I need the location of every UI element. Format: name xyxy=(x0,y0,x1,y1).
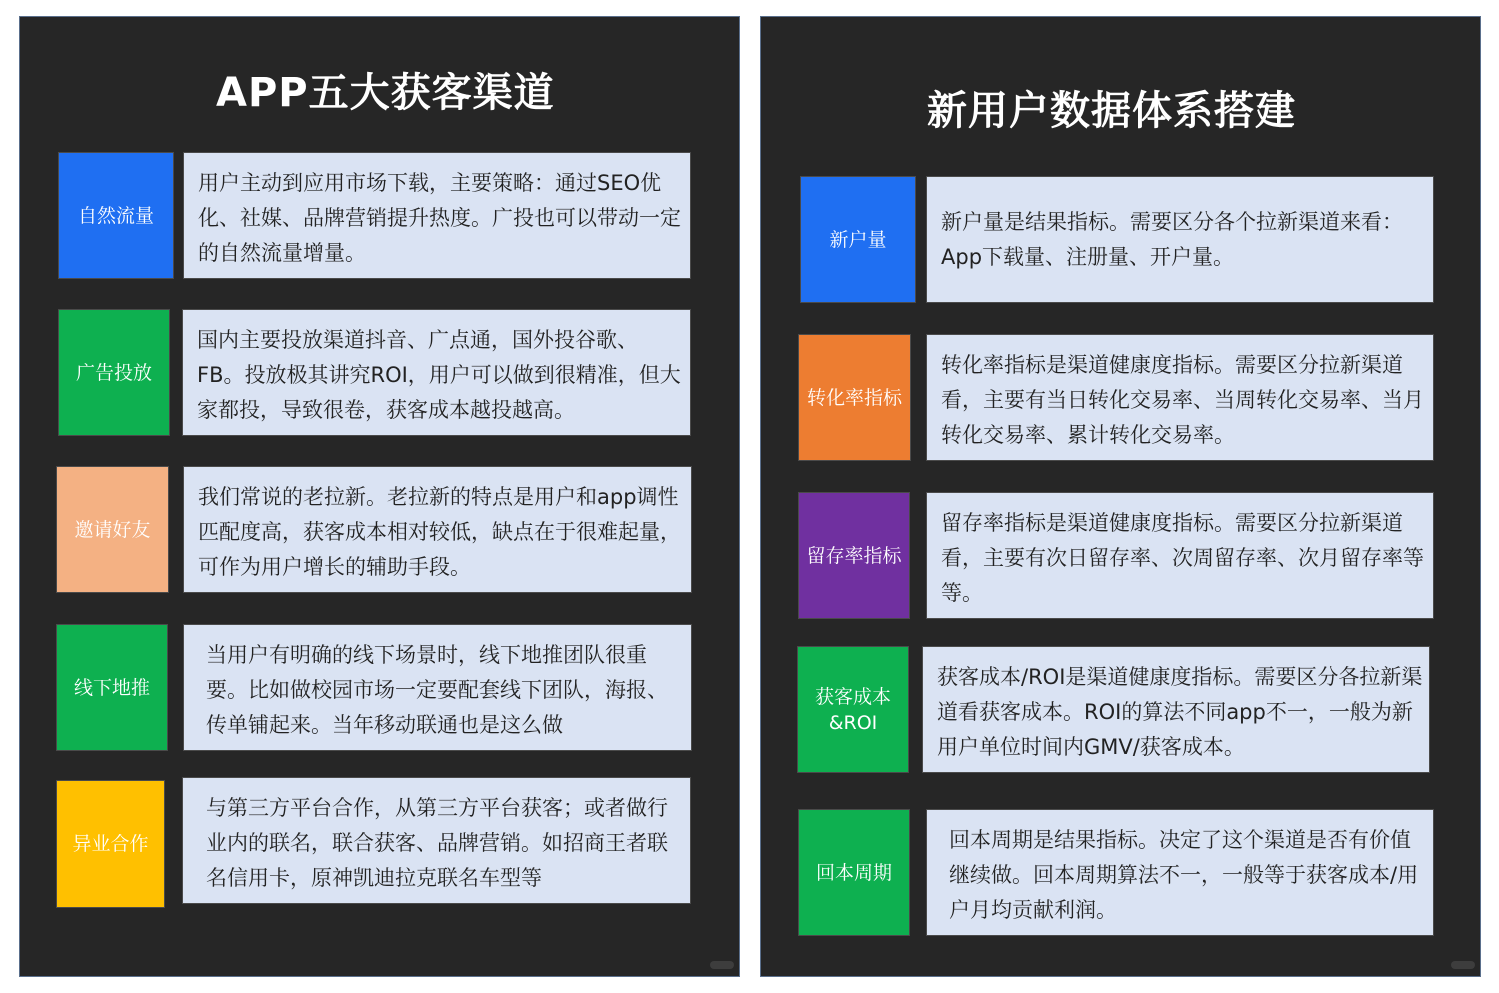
label-box-offline-promotion: 线下地推 xyxy=(56,624,168,751)
desc-box-conversion-rate: 转化率指标是渠道健康度指标。需要区分拉新渠道看，主要有当日转化交易率、当周转化交易率、当月转化交易率、累计转化交易率。 xyxy=(926,334,1434,461)
desc-box-offline-promotion: 当用户有明确的线下场景时，线下地推团队很重要。比如做校园市场一定要配套线下团队，海报、传单铺起来。当年移动联通也是这么做 xyxy=(183,624,692,751)
label-box-retention-rate: 留存率指标 xyxy=(798,492,910,619)
label-box-ad-placement: 广告投放 xyxy=(58,309,170,436)
desc-box-payback-period: 回本周期是结果指标。决定了这个渠道是否有价值继续做。回本周期算法不一，一般等于获客成本/用户月均贡献利润。 xyxy=(926,809,1434,936)
desc-box-retention-rate: 留存率指标是渠道健康度指标。需要区分拉新渠道看，主要有次日留存率、次周留存率、次月留存率等等。 xyxy=(926,492,1434,619)
desc-box-natural-traffic: 用户主动到应用市场下载，主要策略：通过SEO优化、社媒、品牌营销提升热度。广投也可以带动一定的自然流量增量。 xyxy=(183,152,691,279)
desc-box-cac-roi: 获客成本/ROI是渠道健康度指标。需要区分各拉新渠道看获客成本。ROI的算法不同app不一，一般为新用户单位时间内GMV/获客成本。 xyxy=(922,646,1430,773)
right-title: 新用户数据体系搭建 xyxy=(927,88,1296,134)
desc-box-new-users: 新户量是结果指标。需要区分各个拉新渠道来看： App下载量、注册量、开户量。 xyxy=(926,176,1434,303)
desc-box-ad-placement: 国内主要投放渠道抖音、广点通，国外投谷歌、FB。投放极其讲究ROI，用户可以做到很精准，但大家都投，导致很卷，获客成本越投越高。 xyxy=(182,309,691,436)
label-box-natural-traffic: 自然流量 xyxy=(58,152,174,279)
label-box-conversion-rate: 转化率指标 xyxy=(798,334,911,461)
desc-box-invite-friends: 我们常说的老拉新。老拉新的特点是用户和app调性匹配度高，获客成本相对较低，缺点在于很难起量，可作为用户增长的辅助手段。 xyxy=(183,466,692,593)
label-box-cross-industry: 异业合作 xyxy=(56,780,165,908)
right-panel xyxy=(760,16,1481,977)
label-box-new-users: 新户量 xyxy=(800,176,916,303)
label-box-invite-friends: 邀请好友 xyxy=(56,466,169,593)
desc-box-cross-industry: 与第三方平台合作，从第三方平台获客；或者做行业内的联名，联合获客、品牌营销。如招商王者联名信用卡，原神凯迪拉克联名车型等 xyxy=(182,777,691,904)
label-box-payback-period: 回本周期 xyxy=(798,809,910,936)
left-panel xyxy=(19,16,740,977)
left-title: APP五大获客渠道 xyxy=(216,70,555,116)
watermark-icon xyxy=(1451,961,1475,969)
label-box-cac-roi: 获客成本&ROI xyxy=(797,646,909,773)
watermark-icon xyxy=(710,961,734,969)
